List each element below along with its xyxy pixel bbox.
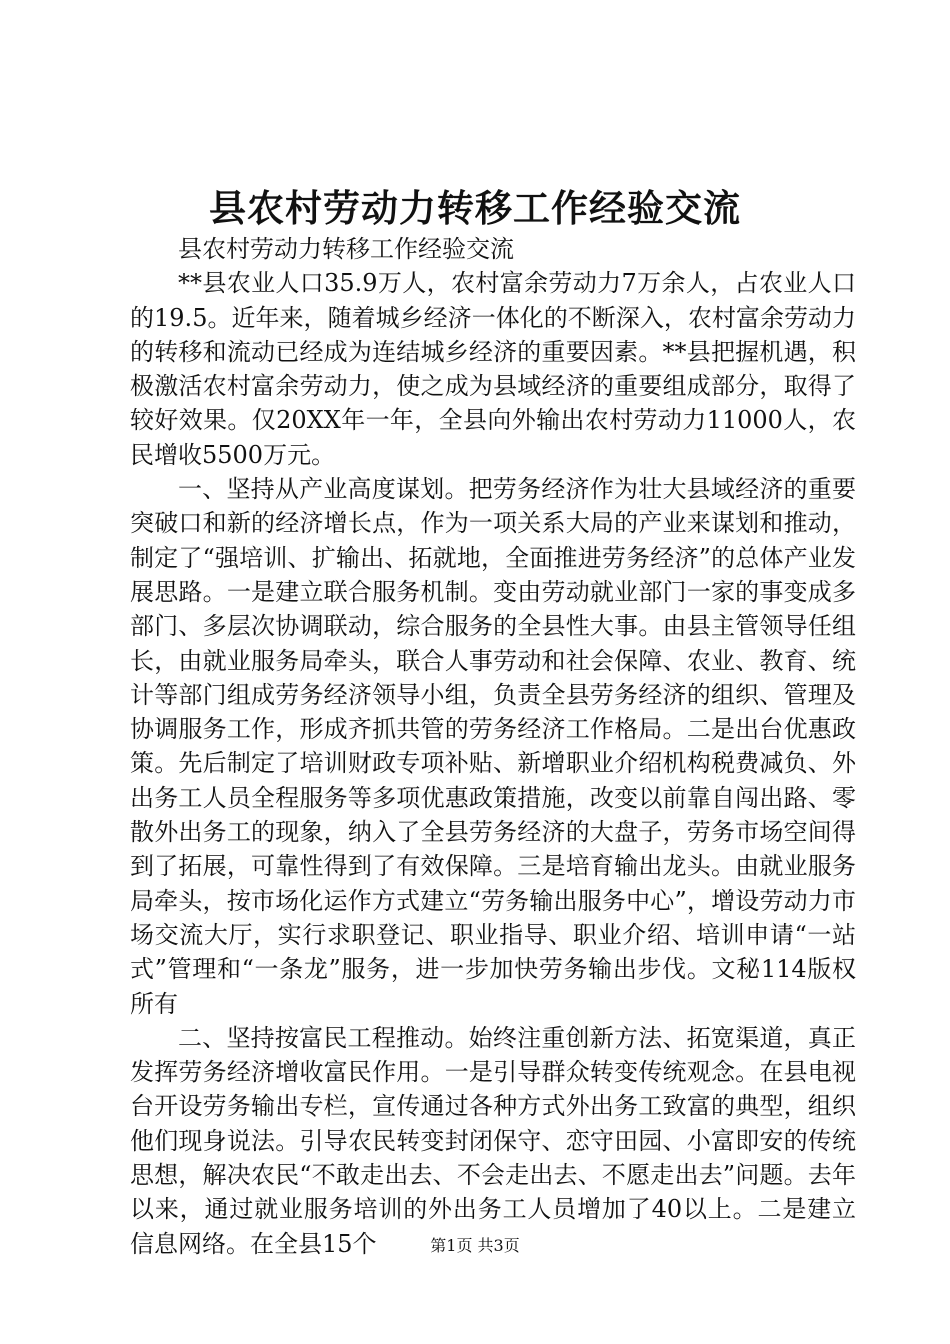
page-number-footer: 第1页 共3页 bbox=[430, 1236, 520, 1255]
document-body bbox=[130, 232, 856, 1261]
document-title: 县农村劳动力转移工作经验交流 bbox=[209, 186, 741, 230]
paragraph-section-two: 二、坚持按富民工程推动。始终注重创新方法、拓宽渠道，真正发挥劳务经济增收富民作用。一是引导群众转变传统观念。在县电视台开设劳务输出专栏，宣传通过各种方式外出务工致富的典型，组织他们现身说法。引导农民转变封闭保守、恋守田园、小富即安的传统思想，解决农民“不敢走出去、不会走出去、不愿走出去”问题。去年以来，通过就业服务培训的外出务工人员增加了40以上。二是建立信息网络。在全县15个 bbox=[130, 1023, 856, 1258]
paragraph-intro: **县农业人口35.9万人，农村富余劳动力7万余人，占农业人口的19.5。近年来，随着城乡经济一体化的不断深入，农村富余劳动力的转移和流动已经成为连结城乡经济的重要因素。**县把握机遇，积极激活农村富余劳动力，使之成为县域经济的重要组成部分，取得了较好效果。仅20XX年一年，全县向外输出农村劳动力11000人，农民增收5500万元。 bbox=[130, 269, 856, 469]
paragraph-section-one: 一、坚持从产业高度谋划。把劳务经济作为壮大县域经济的重要突破口和新的经济增长点，作为一项关系大局的产业来谋划和推动，制定了“强培训、扩输出、拓就地，全面推进劳务经济”的总体产业发展思路。一是建立联合服务机制。变由劳动就业部门一家的事变成多部门、多层次协调联动，综合服务的全县性大事。由县主管领导任组长，由就业服务局牵头，联合人事劳动和社会保障、农业、教育、统计等部门组成劳务经济领导小组，负责全县劳务经济的组织、管理及协调服务工作，形成齐抓共管的劳务经济工作格局。二是出台优惠政策。先后制定了培训财政专项补贴、新增职业介绍机构税费减负、外出务工人员全程服务等多项优惠政策措施，改变以前靠自闯出路、零散外出务工的现象，纳入了全县劳务经济的大盘子，劳务市场空间得到了拓展，可靠性得到了有效保障。三是培育输出龙头。由就业服务局牵头，按市场化运作方式建立“劳务输出服务中心”，增设劳动力市场交流大厅，实行求职登记、职业指导、职业介绍、培训申请“一站式”管理和“一条龙”服务，进一步加快劳务输出步伐。文秘114版权所有 bbox=[130, 475, 856, 1018]
paragraph-subtitle: 县农村劳动力转移工作经验交流 bbox=[178, 235, 514, 263]
